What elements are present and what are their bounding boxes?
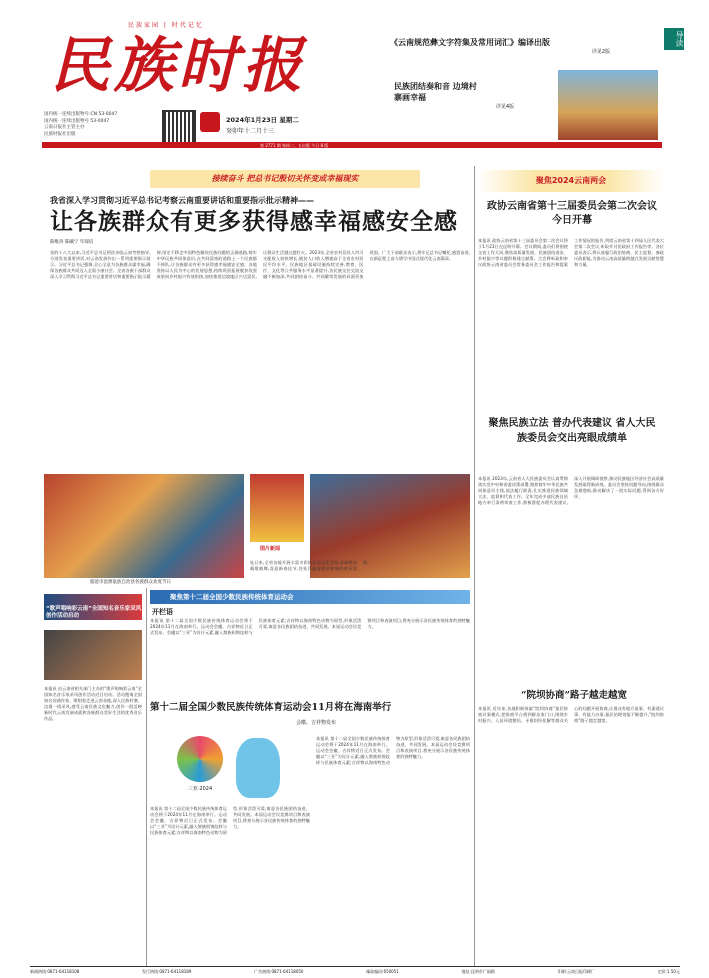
main-kicker: 我省深入学习贯彻习近平总书记考察云南重要讲话和重要指示批示精神—— — [50, 196, 314, 205]
slogan: 民族家园 | 时代记忆 — [128, 22, 204, 29]
conference-label: 聚焦2024云南两会 — [535, 176, 607, 185]
conf-headline: 政协云南省第十三届委员会第二次会议今日开幕 — [487, 201, 657, 226]
footer-item: 发行热线:0871-64118189 — [142, 969, 192, 974]
footer-item: 地址:昆明市广福路 — [461, 969, 495, 974]
publication-meta: 国内统一连续出版物号:CN 53-0047 国内统一连续出版物号 53-0047 云南日报社主管主办 民族时报社出版 — [44, 112, 118, 137]
games-body: 本报讯 第十二届全国少数民族传统体育运动会将于2024年11月在海南举行。运动会会徽、吉祥物近日正式发布。会徽以“三亚”为设计元素,融入黎族织锦纹样与民族体育元素;吉祥物以海南特色动物为原型,形象活泼可爱,寓意各民族团结奋进、共同发展。本届运动会设竞赛项目和表演项目,将充分展示各民族传统体育的独特魅力。 — [150, 806, 310, 835]
conf-body: 本报讯 政协云南省第十三届委员会第二次会议将于1月23日在昆明开幕。会议期间,委员们将围绕全省工作大局,聚焦高质量发展、民族团结进步、乡村振兴等议题积极建言献策。大会将听取和审议政协云南省委员会常务委员会工作报告和提案工作情况的报告,列席云南省第十四届人民代表大会第二次会议,听取并讨论政府工作报告等。各位委员表示,将认真履行政治协商、民主监督、参政议政职能,为推动云南高质量跨越式发展贡献智慧和力量。 — [478, 238, 664, 267]
photo-text: 连日来,全省各地开展丰富多彩的民俗文化活动,各族群众载歌载舞,喜迎新春佳节,处处洋溢着团结和谐的欢乐氛围。 — [250, 560, 372, 571]
games-mascot-icon — [236, 738, 280, 798]
footer-item: 邮政编码:650051 — [366, 969, 399, 974]
npc-headline: 聚焦民族立法 普办代表建议 省人大民族委员会交出亮眼成绩单 — [488, 418, 656, 444]
games-sub: 会徽、吉祥物发布 — [296, 720, 337, 726]
issue-info: 第 2771 期 每周二、五出版 今日 8 版 — [260, 143, 329, 148]
column-divider — [146, 588, 147, 966]
teaser-title: 《云南规范彝文字符集及常用词汇》编译出版 — [390, 38, 550, 47]
banner-text: 接续奋斗 把总书记殷切关怀变成幸福现实 — [211, 174, 359, 183]
games-banner — [150, 590, 470, 604]
conference-banner — [478, 170, 664, 192]
main-photo — [44, 474, 244, 578]
sidebar-photo-2 — [44, 630, 142, 680]
sidebar-body: 本报讯 由云南省相关部门主办的“歌声唱响彩云南”全国知名音乐家采风创作活动近日启动。活动邀请全国知名词曲作家、歌唱家走进云南各地,深入民族村寨、边境一线采风,感受云南民族文化魅力,创作一批反映新时代云南发展成就和各族群众美好生活的优秀音乐作品。 — [44, 686, 142, 721]
lunar-date: 癸卯年十二月十三 — [226, 128, 275, 135]
npc-body: 本报讯 2023年,云南省人大民族委员会认真贯彻落实党中央和省委决策部署,聚焦铸牢中华民族共同体意识主线,依法履行职责,扎实推进民族领域立法、监督和代表工作。全年完成多部民族自治地方单行条例审查工作,积极督促办理代表建议,深入开展调研视察,推动民族地区经济社会高质量发展取得新成效。委员会坚持问题导向,围绕群众急难愁盼,推动解决了一批实际问题,得到各方好评。 — [478, 476, 664, 505]
dam-body: 本报讯 近年来,各地积极探索“院坝协商”基层协商议事模式,把协商平台搭到群众家门口,围绕乡村振兴、人居环境整治、矛盾纠纷化解等群众关心的问题开展协商,让群众有地方说事、有渠道议事、有能力办事,基层治理效能不断提升,“院坝协商”路子越走越宽。 — [478, 706, 664, 723]
app-logo-icon — [200, 112, 220, 132]
main-headline: 让各族群众有更多获得感幸福感安全感 — [50, 208, 458, 235]
main-body: 党的十八大以来,习近平总书记两次亲临云南考察指导,分别发表重要讲话,对云南发展作出一系列重要指示批示。习近平总书记强调,全心全意为各族群众谋幸福,确保各族群众共同迈入全面小康社会。全省各族干部群众深入学习贯彻习近平总书记重要讲话和重要指示批示精神,坚定不移走中国特色解决民族问题的正确道路,铸牢中华民族共同体意识,在共同富裕的道路上一个民族都不掉队,让各族群众有更多获得感幸福感安全感。各地坚持以人民为中心的发展思想,持续巩固拓展脱贫攻坚成果同乡村振兴有效衔接,加快推进边境地区兴边富民,让群众生活越过越红火。2023年,全省农村居民人均可支配收入较快增长,脱贫人口收入增速高于全省农村居民平均水平。民族地区基础设施持续完善,教育、医疗、文化等公共服务水平显著提升,各民族交往交流交融不断加深,共同团结奋斗、共同繁荣发展的局面更加巩固。广大干部群众表示,将牢记总书记嘱托,感恩奋进,在新征程上奋力谱写中国式现代化云南篇章。 — [50, 250, 470, 279]
footer-item: 新闻热线:0871-64118108 — [30, 969, 80, 974]
guide-label: 导读 — [664, 28, 684, 50]
games-body-right: 本报讯 第十二届全国少数民族传统体育运动会将于2024年11月在海南举行。运动会会徽、吉祥物近日正式发布。会徽以“三亚”为设计元素,融入黎族织锦纹样与民族体育元素;吉祥物以海南特色动物为原型,形象活泼可爱,寓意各民族团结奋进、共同发展。本届运动会设竞赛项目和表演项目,将充分展示各民族传统体育的独特魅力。 — [316, 736, 470, 765]
masthead-rule — [42, 142, 662, 148]
games-intro: 本报讯 第十二届全国少数民族传统体育运动会将于2024年11月在海南举行。运动会会徽、吉祥物近日正式发布。会徽以“三亚”为设计元素,融入黎族织锦纹样与民族体育元素;吉祥物以海南特色动物为原型,形象活泼可爱,寓意各民族团结奋进、共同发展。本届运动会设竞赛项目和表演项目,将充分展示各民族传统体育的独特魅力。 — [150, 618, 470, 635]
theme-banner — [150, 170, 420, 188]
newspaper-title: 民族时报 — [50, 31, 306, 101]
dam-headline: “院坝协商”路子越走越宽 — [521, 690, 627, 701]
sidebar-article — [44, 594, 142, 964]
sidebar-headline: “歌声唱响彩云南”全国知名音乐家采风创作活动启动 — [46, 606, 142, 620]
secondary-photo — [250, 474, 304, 542]
photo-news-label: 图片新闻 — [260, 546, 281, 552]
games-banner-text: 聚焦第十二届全国少数民族传统体育运动会 — [170, 593, 294, 601]
teaser-title: 民族团结奏和音 边境村寨画幸福 — [394, 82, 477, 102]
issue-date: 2024年1月23日 星期二 — [226, 116, 299, 124]
teaser-page: 详见2版 — [591, 48, 610, 55]
footer-item: 定价:1.50元 — [657, 969, 680, 974]
games-kicker: 开栏语 — [152, 608, 173, 616]
teaser-2[interactable] — [394, 82, 554, 122]
qr-code-icon — [164, 112, 194, 142]
games-emblem-icon — [170, 732, 230, 802]
teaser-photo — [558, 70, 658, 140]
games-headline: 第十二届全国少数民族传统体育运动会11月将在海南举行 — [150, 702, 392, 713]
emblem-label: 三亚·2024 — [187, 786, 213, 792]
footer — [30, 966, 680, 976]
teaser-page: 详见4版 — [495, 103, 514, 110]
photo-caption: 临沧市沧源佤族自治县各族群众欢度节日 — [90, 580, 171, 585]
teaser-1[interactable] — [390, 28, 660, 70]
footer-item: 广告热线:0871-64118050 — [254, 969, 304, 974]
column-divider — [474, 166, 475, 966]
footer-item: 印刷:云南日报印刷厂 — [557, 969, 595, 974]
main-byline: 陈维涛 陈曦宁 毕琛培 — [50, 240, 94, 245]
